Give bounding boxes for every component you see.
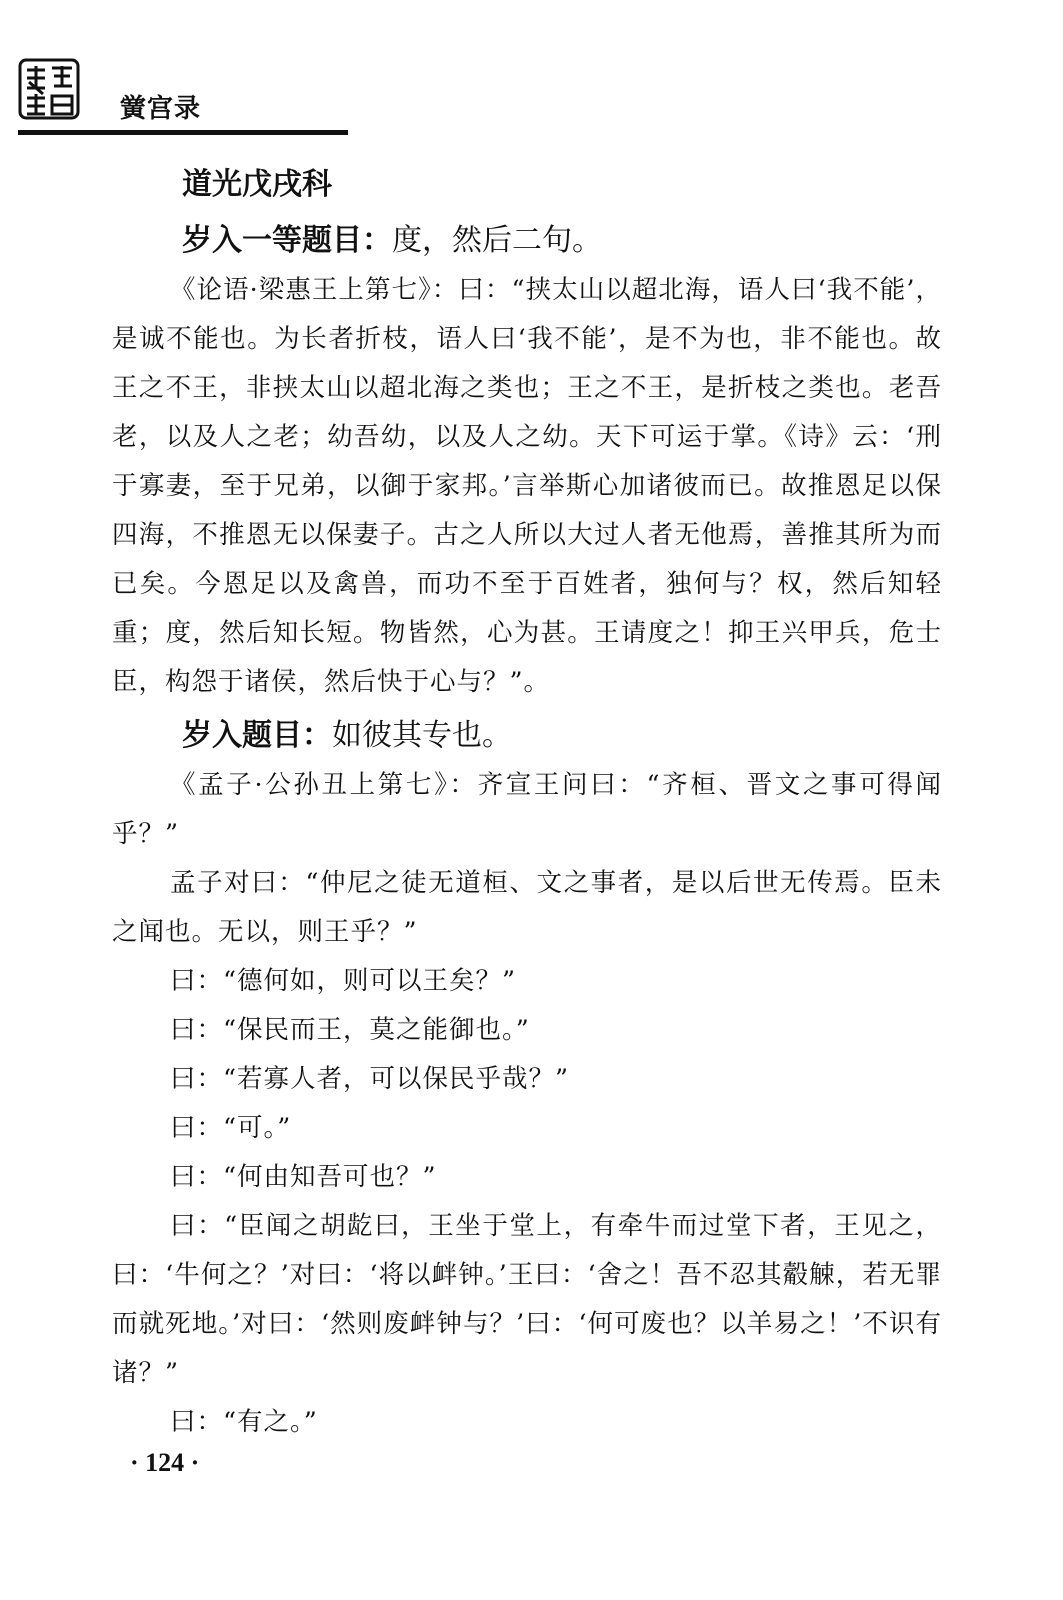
page-number: · 124 ·	[130, 1448, 200, 1477]
seal-logo-icon	[18, 58, 80, 120]
exam-topic-label: 岁入一等题目：	[182, 223, 392, 258]
paragraph: 曰：“若寡人者，可以保民乎哉？”	[170, 1064, 570, 1094]
exam-topic-label: 岁入题目：	[182, 718, 332, 753]
exam-topic-heading-1	[182, 216, 942, 266]
paragraph: 曰：“可。”	[170, 1113, 292, 1143]
section-title: 道光戊戌科	[182, 167, 332, 202]
running-header-title: 黉宫录	[120, 94, 202, 124]
header-rule	[18, 130, 348, 135]
exam-topic-heading-2	[182, 711, 942, 761]
paragraph: 曰：“臣闻之胡龁曰，王坐于堂上，有牵牛而过堂下者，王见之，曰：‘牛何之？’对曰：‘将以衅钟。’王曰：‘舍之！吾不忍其觳觫，若无罪而就死地。’对曰：‘然则废衅钟与？’曰：‘何可废也？以羊易之！’不识有诸？”	[112, 1211, 942, 1388]
exam-topic-text: 如彼其专也。	[332, 718, 512, 753]
paragraph: 曰：“保民而王，莫之能御也。”	[170, 1015, 530, 1045]
paragraph: 曰：“有之。”	[170, 1407, 318, 1437]
exam-topic-text: 度，然后二句。	[392, 223, 602, 258]
paragraph: 曰：“德何如，则可以王矣？”	[170, 966, 517, 996]
page-body	[112, 160, 942, 1447]
paragraph: 《论语·梁惠王上第七》：曰：“挟太山以超北海，语人曰‘我不能’，是诚不能也。为长者折枝，语人曰‘我不能’，是不为也，非不能也。故王之不王，非挟太山以超北海之类也；王之不王，是折枝之类也。老吾老，以及人之老；幼吾幼，以及人之幼。天下可运于掌。《诗》云：‘刑于寡妻，至于兄弟，以御于家邦。’言举斯心加诸彼而已。故推恩足以保四海，不推恩无以保妻子。古之人所以大过人者无他焉，善推其所为而已矣。今恩足以及禽兽，而功不至于百姓者，独何与？权，然后知轻重；度，然后知长短。物皆然，心为甚。王请度之！抑王兴甲兵，危士臣，构怨于诸侯，然后快于心与？”。	[112, 275, 942, 697]
paragraph: 曰：“何由知吾可也？”	[170, 1162, 437, 1192]
paragraph: 孟子对曰：“仲尼之徒无道桓、文之事者，是以后世无传焉。臣未之闻也。无以，则王乎？”	[112, 868, 942, 947]
paragraph: 《孟子·公孙丑上第七》：齐宣王问曰：“齐桓、晋文之事可得闻乎？”	[112, 770, 942, 849]
